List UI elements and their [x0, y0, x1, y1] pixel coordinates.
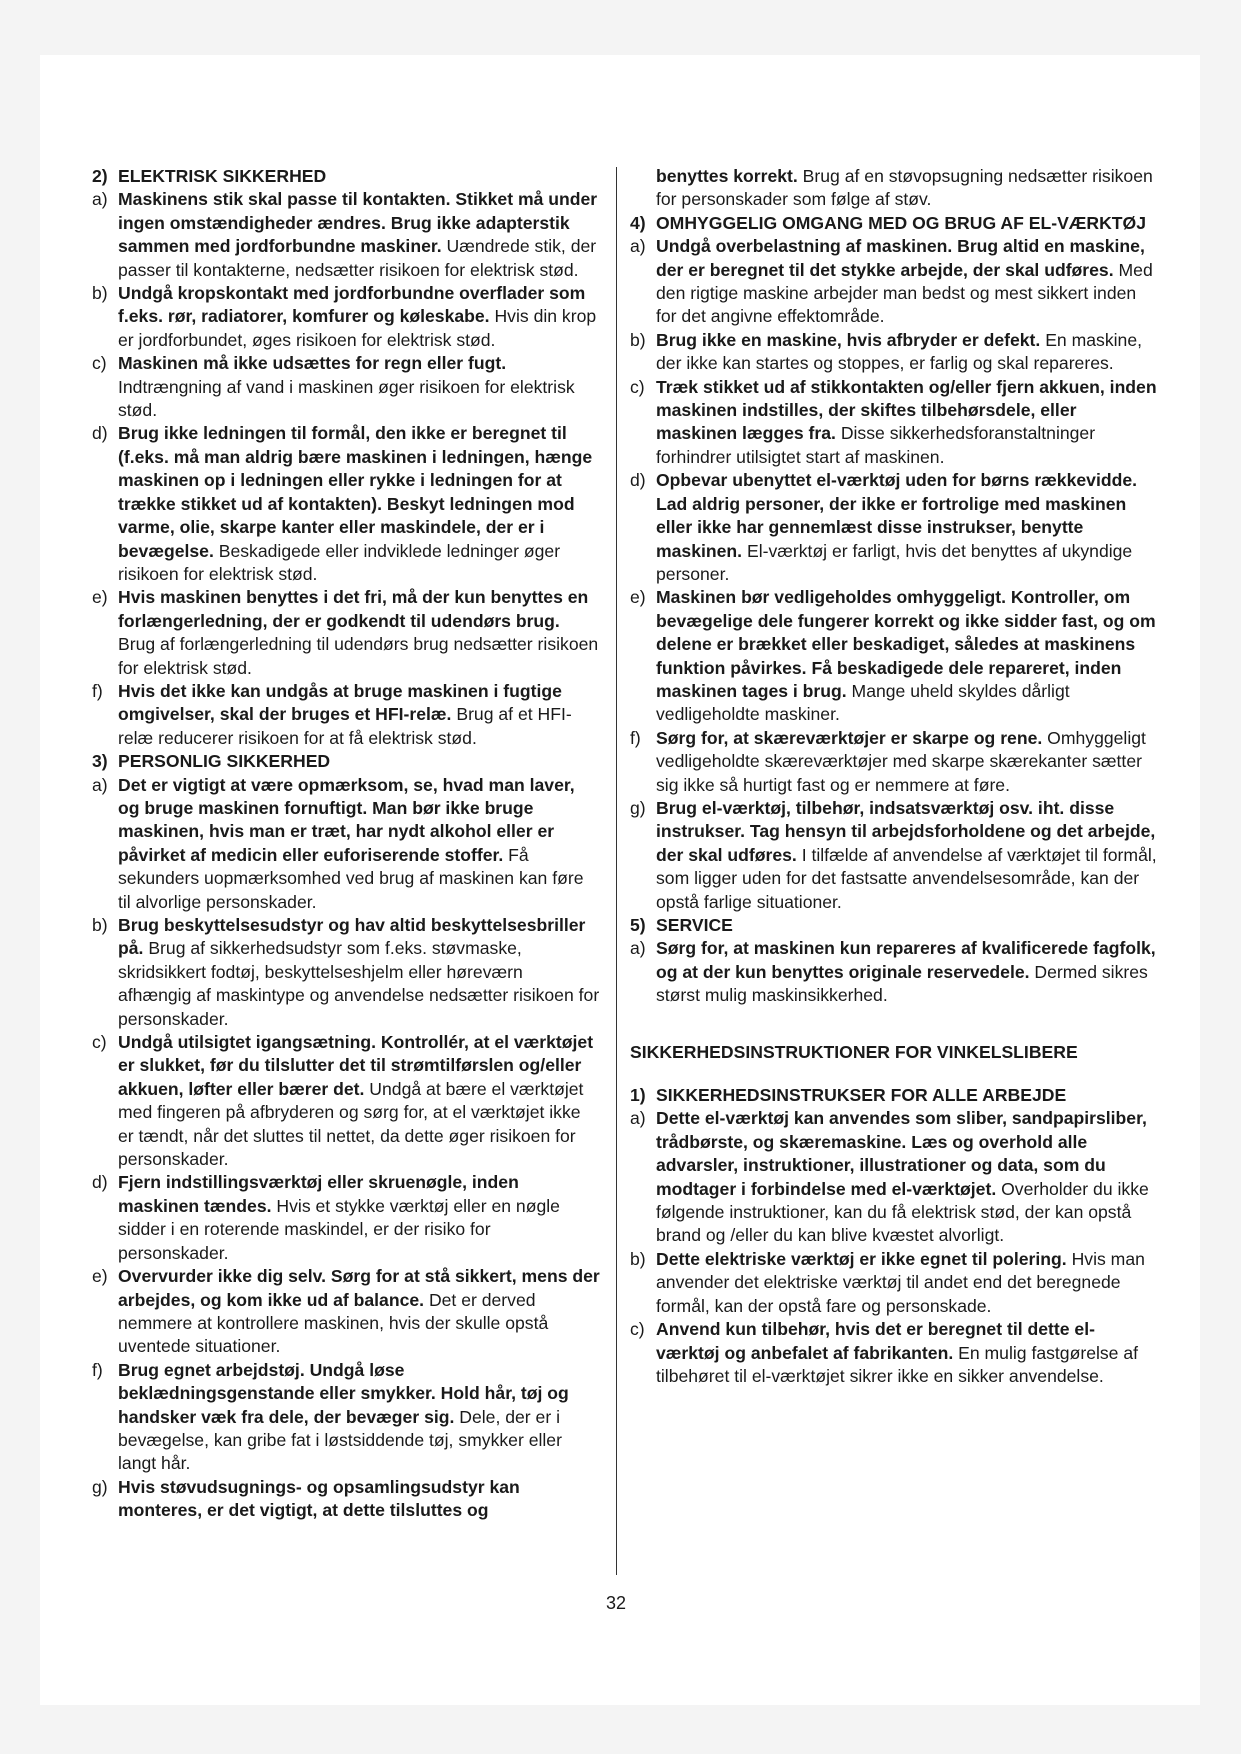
heading-text: SERVICE [656, 915, 733, 935]
item-bold-text: Brug ikke ledningen til formål, den ikke er beregnet til (f.eks. må man aldrig bære maskinen i ledningen, hænge maskinen op i ledningen eller rykke i ledningen for at trække stikket ud af kontakten). Beskyt ledningen mod varme, olie, skarpe kanter eller maskindele, der er i bevægelse. [118, 423, 593, 561]
item-bold-text: Brug beskyttelsesudstyr og hav altid beskyttelsesbriller på. [118, 915, 586, 959]
item-normal-text: Overholder du ikke følgende instruktioner, kan du få elektrisk stød, der kan opstå brand og /eller du kan blive kvæstet alvorligt. [656, 1178, 1149, 1246]
item-text [118, 1476, 600, 1523]
left-column [92, 165, 600, 1523]
item-text [656, 1318, 1158, 1388]
section-heading [630, 1084, 1158, 1107]
list-item [92, 1359, 600, 1476]
item-normal-text: Hvis din krop er jordforbundet, øges risikoen for elektrisk stød. [118, 306, 597, 350]
item-text [656, 235, 1158, 329]
item-letter: a) [92, 774, 108, 795]
item-text [118, 188, 600, 282]
heading-text: SIKKERHEDSINSTRUKSER FOR ALLE ARBEJDE [656, 1085, 1067, 1106]
item-letter: b) [630, 329, 646, 350]
item-text [118, 1265, 600, 1359]
list-item [92, 282, 600, 352]
item-text [118, 1359, 600, 1476]
list-item [92, 422, 600, 586]
list-item-continued [630, 165, 1158, 212]
item-bold-text: Undgå kropskontakt med jordforbundne overflader som f.eks. rør, radiatorer, komfurer og køleskabe. [118, 283, 586, 327]
list-item [92, 914, 600, 1031]
list-item [92, 1171, 600, 1265]
list-item [630, 937, 1158, 1007]
list-item [92, 352, 600, 422]
list-item [630, 235, 1158, 329]
section-heading [92, 750, 600, 773]
item-bold-text: Fjern indstillingsværktøj eller skruenøgle, inden maskinen tændes. [118, 1172, 519, 1216]
item-letter: c) [630, 376, 645, 397]
item-bold-text: Hvis maskinen benyttes i det fri, må der kun benyttes en forlængerledning, der er godkendt til udendørs brug. [118, 587, 589, 631]
item-letter: d) [92, 1172, 108, 1193]
item-letter: e) [92, 1266, 108, 1287]
item-normal-text: Hvis man anvender det elektriske værktøj til andet end det beregnede formål, kan der opstå fare og personskade. [656, 1248, 1145, 1316]
list-item [630, 469, 1158, 586]
heading-number: 3) [92, 751, 108, 772]
item-letter: c) [630, 1319, 645, 1340]
heading-number: 4) [630, 212, 646, 233]
item-letter: d) [630, 470, 646, 491]
item-normal-text: Det er derved nemmere at kontrollere maskinen, hvis der skulle opstå uventede situationer. [118, 1289, 549, 1357]
item-normal-text: Dermed sikres størst mulig maskinsikkerhed. [656, 961, 1148, 1006]
item-text [656, 1107, 1158, 1247]
item-text [118, 352, 600, 422]
item-bold-text: Træk stikket ud af stikkontakten og/eller fjern akkuen, inden maskinen indstilles, der skiftes tilbehørsdele, eller maskinen lægges fra. [656, 376, 1157, 444]
item-bold-text: Hvis støvudsugnings- og opsamlingsudstyr kan monteres, er det vigtigt, at dette tilsluttes og [118, 1476, 520, 1521]
item-text [118, 1171, 600, 1265]
item-normal-text: Med den rigtige maskine arbejder man bedst og mest sikkert inden for det angivne effektområde. [656, 259, 1153, 327]
item-normal-text: Omhyggeligt vedligeholdte skæreværktøjer med skarpe skærekanter sætter sig ikke så hurtigt fast og er nemmere at føre. [656, 727, 1146, 795]
item-letter: a) [630, 938, 646, 959]
item-letter: c) [92, 353, 107, 374]
item-letter: f) [92, 680, 103, 701]
item-bold-text: Hvis det ikke kan undgås at bruge maskinen i fugtige omgivelser, skal der bruges et HFI-relæ. [118, 680, 562, 725]
manual-page [40, 55, 1200, 1705]
item-text [656, 937, 1158, 1007]
item-text [118, 774, 600, 914]
item-letter: b) [630, 1248, 646, 1269]
item-letter: a) [92, 189, 108, 210]
item-normal-text: Undgå at bære el værktøjet med fingeren på afbryderen og sørg for, at el værktøjet ikke er tændt, når det sluttes til nettet, da dette øger risikoen for personskader. [118, 1078, 584, 1170]
item-text [656, 1248, 1158, 1318]
item-letter: e) [92, 587, 108, 608]
item-bold-text: Anvend kun tilbehør, hvis det er beregnet til dette el-værktøj og anbefalet af fabrikanten. [656, 1319, 1095, 1363]
list-item [630, 727, 1158, 797]
list-item [92, 1031, 600, 1171]
item-normal-text: Brug af sikkerhedsudstyr som f.eks. støvmaske, skridsikkert fodtøj, beskyttelseshjelm eller høreværn afhængig af maskintype og anvendelse nedsætter risikoen for personskader. [118, 938, 600, 1029]
item-letter: f) [92, 1359, 103, 1380]
item-letter: a) [630, 1108, 646, 1129]
item-bold-text: Det er vigtigt at være opmærksom, se, hvad man laver, og bruge maskinen fornuftigt. Man bør ikke bruge maskinen, hvis man er træt, har nydt alkohol eller er påvirket af medicin eller euforiserende stoffer. [118, 774, 575, 865]
item-bold-text: Opbevar ubenyttet el-værktøj uden for børns rækkevidde. Lad aldrig personer, der ikke er fortrolige med maskinen eller ikke har gennemlæst disse instrukser, benytte maskinen. [656, 470, 1138, 561]
item-bold-text: Maskinens stik skal passe til kontakten. Stikket må under ingen omstændigheder ændres. Brug ikke adapterstik sammen med jordforbundne maskiner. [118, 189, 598, 257]
item-text [118, 1031, 600, 1171]
column-divider [616, 167, 617, 1575]
item-bold-text: Maskinen må ikke udsættes for regn eller fugt. [118, 353, 507, 374]
item-bold-text: Dette elektriske værktøj er ikke egnet til polering. [656, 1248, 1067, 1269]
item-bold-text: Brug egnet arbejdstøj. Undgå løse beklædningsgenstande eller smykker. Hold hår, tøj og handsker væk fra dele, der bevæger sig. [118, 1359, 569, 1427]
heading-number: 2) [92, 166, 108, 186]
item-text [656, 469, 1158, 586]
heading-text: PERSONLIG SIKKERHED [118, 751, 331, 772]
heading-text: OMHYGGELIG OMGANG MED OG BRUG AF EL-VÆRKTØJ [656, 212, 1147, 233]
item-letter: e) [630, 587, 646, 608]
item-normal-text: Beskadigede eller indviklede ledninger øger risikoen for elektrisk stød. [118, 540, 561, 584]
list-item [92, 1265, 600, 1359]
item-text [118, 422, 600, 586]
heading-number: 1) [630, 1085, 646, 1106]
list-item [630, 1248, 1158, 1318]
item-normal-text: Hvis et stykke værktøj eller en nøgle sidder i en roterende maskindel, er der risiko for personskader. [118, 1195, 560, 1263]
item-text [656, 727, 1158, 797]
item-bold-text: benyttes korrekt. [656, 166, 798, 186]
item-bold-text: Undgå utilsigtet igangsætning. Kontrollér, at el værktøjet er slukket, før du tilslutter det til strømtilførslen og/eller akkuen, løfter eller bærer det. [118, 1032, 594, 1099]
item-letter: g) [92, 1476, 108, 1497]
list-item [92, 1476, 600, 1523]
item-text [656, 586, 1158, 726]
item-normal-text: En maskine, der ikke kan startes og stoppes, er farlig og skal repareres. [656, 329, 1142, 374]
item-bold-text: Sørg for, at skæreværktøjer er skarpe og rene. [656, 727, 1043, 748]
heading-number: 5) [630, 915, 646, 935]
item-bold-text: Dette el-værktøj kan anvendes som sliber, sandpapirsliber, trådbørste, og skæremaskine. Læs og overhold alle advarsler, instruktioner, illustrationer og data, som du modtager i forbindelse med el-værktøjet. [656, 1108, 1147, 1199]
item-letter: b) [92, 283, 108, 304]
section-heading [630, 212, 1158, 235]
section-heading [630, 914, 1158, 937]
item-text [656, 376, 1158, 470]
section-title: SIKKERHEDSINSTRUKTIONER FOR VINKELSLIBERE [630, 1041, 1078, 1062]
list-item [92, 774, 600, 914]
item-normal-text: Brug af et HFI-relæ reducerer risikoen for at få elektrisk stød. [118, 704, 572, 748]
list-item [630, 1318, 1158, 1388]
item-bold-text: Sørg for, at maskinen kun repareres af kvalificerede fagfolk, og at der kun benyttes originale reservedele. [656, 938, 1156, 982]
item-normal-text: Mange uheld skyldes dårligt vedligeholdte maskiner. [656, 680, 1070, 725]
item-letter: d) [92, 423, 108, 444]
item-bold-text: Overvurder ikke dig selv. Sørg for at stå sikkert, mens der arbejdes, og kom ikke ud af balance. [118, 1266, 600, 1310]
section-heading [92, 165, 600, 188]
list-item [630, 586, 1158, 726]
item-normal-text: En mulig fastgørelse af tilbehøret til el-værktøjet sikrer ikke en sikker anvendelse. [656, 1342, 1139, 1386]
list-item [92, 680, 600, 750]
list-item [630, 376, 1158, 470]
item-bold-text: Brug ikke en maskine, hvis afbryder er defekt. [656, 329, 1041, 350]
list-item [630, 329, 1158, 376]
item-normal-text: Få sekunders uopmærksomhed ved brug af maskinen kan føre til alvorlige personskader. [118, 844, 584, 912]
list-item [92, 586, 600, 680]
right-column [630, 165, 1158, 1388]
item-text [118, 914, 600, 1031]
item-text [118, 586, 600, 680]
item-text [656, 165, 1158, 212]
item-indent [630, 165, 656, 212]
list-item [630, 1107, 1158, 1247]
item-normal-text: I tilfælde af anvendelse af værktøjet til formål, som ligger uden for det fastsatte anvendelsesområde, kan der opstå farlige situationer. [656, 844, 1157, 912]
item-text [118, 282, 600, 352]
item-normal-text: Disse sikkerhedsforanstaltninger forhindrer utilsigtet start af maskinen. [656, 423, 1096, 467]
item-bold-text: Brug el-værktøj, tilbehør, indsatsværktøj osv. iht. disse instrukser. Tag hensyn til arbejdsforholdene og det arbejde, der skal udføres. [656, 797, 1156, 865]
item-normal-text: Dele, der er i bevægelse, kan gribe fat i løstsiddende tøj, smykker eller langt hår. [118, 1406, 562, 1474]
item-letter: a) [630, 236, 646, 257]
heading-text: ELEKTRISK SIKKERHED [118, 166, 327, 186]
item-letter: b) [92, 915, 108, 935]
item-bold-text: Undgå overbelastning af maskinen. Brug altid en maskine, der er beregnet til det stykke arbejde, der skal udføres. [656, 236, 1145, 280]
page-number: 32 [606, 1593, 627, 1613]
item-normal-text: Indtrængning af vand i maskinen øger risikoen for elektrisk stød. [118, 376, 575, 421]
item-normal-text: Uændrede stik, der passer til kontakterne, nedsætter risikoen for elektrisk stød. [118, 236, 597, 280]
item-letter: c) [92, 1032, 107, 1053]
item-normal-text: Brug af forlængerledning til udendørs brug nedsætter risikoen for elektrisk stød. [118, 634, 599, 678]
item-text [118, 680, 600, 750]
item-text [656, 329, 1158, 376]
item-letter: g) [630, 797, 646, 818]
list-item [92, 188, 600, 282]
item-letter: f) [630, 727, 641, 748]
item-text [656, 797, 1158, 914]
list-item [630, 797, 1158, 914]
item-normal-text: El-værktøj er farligt, hvis det benyttes af ukyndige personer. [656, 540, 1133, 584]
item-normal-text: Brug af en støvopsugning nedsætter risikoen for personskader som følge af støv. [656, 166, 1153, 210]
item-bold-text: Maskinen bør vedligeholdes omhyggeligt. Kontroller, om bevægelige dele fungerer korrekt og ikke sidder fast, og om delene er brækket eller beskadiget, således at maskinens funktion påvirkes. Få beskadigede dele repareret, inden maskinen tages i brug. [656, 587, 1156, 701]
